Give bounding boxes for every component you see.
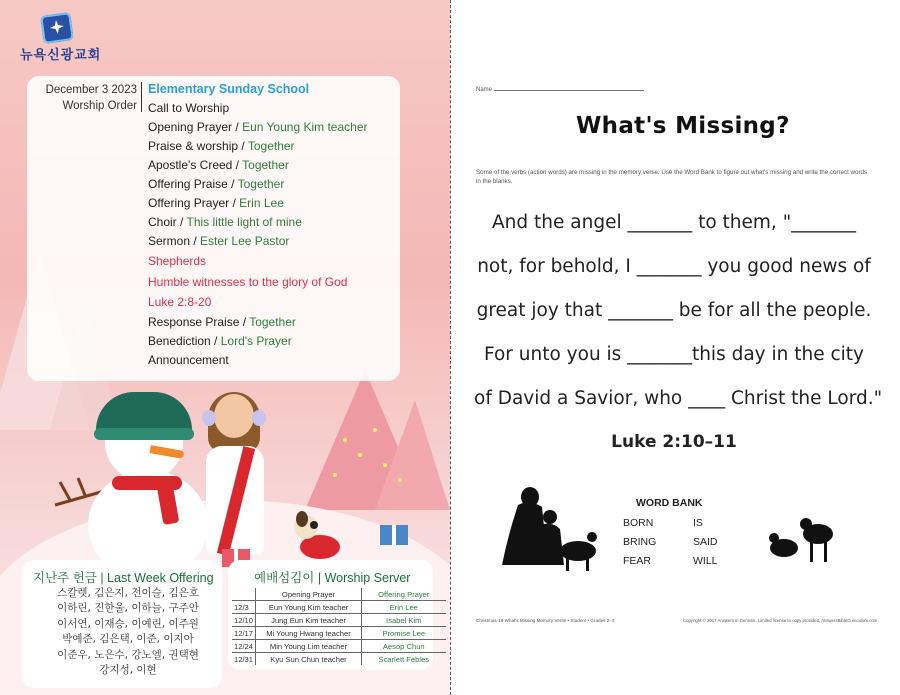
table-cell-date: 12/31 [232,652,256,665]
dog-icon [292,505,352,565]
verse-line: For unto you is _______this day in the city [483,344,865,365]
order-item [148,118,368,137]
table-cell-offering: Aesop Chun [362,640,446,653]
sermon-scripture: Luke 2:8-20 [148,295,212,309]
table-cell-offering: Erin Lee [362,601,446,614]
order-item-separator: / [232,120,243,134]
order-item-separator: / [238,139,248,153]
sheep-silhouette-icon [768,512,853,567]
table-row [232,652,446,665]
table-cell-opening: Min Young Lim teacher [256,640,362,653]
order-item-name: Response Praise [148,314,240,329]
table-row [232,640,446,653]
verse-line: not, for behold, I _______ you good news of [477,256,871,277]
order-item [148,194,368,213]
table-cell-opening: Jung Eun Kim teacher [256,614,362,627]
footer-right: Copyright © 2017 Answers in Genesis. Limited license to copy provided. AnswersBibleCurriculum.com [683,618,878,623]
name-field[interactable] [476,87,644,93]
verse-reference: Luke 2:10–11 [611,432,737,452]
order-item-name: Benediction [148,333,211,348]
order-item-separator: / [176,215,187,229]
word-bank-word: IS [693,517,703,529]
order-item [148,332,368,351]
table-cell-date: 12/24 [232,640,256,653]
order-item [148,175,368,194]
verse-line: great joy that _______ be for all the people. [476,300,872,321]
order-item [148,137,368,156]
table-cell-date: 12/3 [232,601,256,614]
nativity-silhouette-icon [500,485,600,575]
word-bank-word: BRING [623,536,657,548]
table-header-cell: Offering Prayer [378,589,430,599]
order-item-name: Offering Prayer [148,196,230,210]
table-header-cell [232,588,256,601]
offering-name-line: 이서연, 이재승, 이예린, 이주원 [57,617,199,630]
order-item-name: Announcement [148,352,229,367]
order-item [148,156,368,175]
service-date-block [42,82,137,114]
order-item-detail: Lord's Prayer [220,333,292,348]
offering-name-line: 강지성, 이현 [99,664,157,677]
order-item-detail: Ester Lee Pastor [200,234,290,248]
school-name: Elementary Sunday School [148,82,310,96]
verse-line: of David a Savior, who ____ Christ the Lord." [474,388,883,409]
order-item-detail: Together [242,158,289,172]
offering-names [30,586,226,678]
order-item-detail: This little light of mine [186,215,302,229]
order-item-separator: / [239,314,250,329]
order-item-detail: Together [237,177,285,191]
order-item [148,351,368,370]
word-bank-word: FEAR [623,555,652,567]
divider [141,82,142,112]
sermon-title: Shepherds [148,254,207,268]
order-item-name: Apostle's Creed [148,158,233,172]
word-bank-word: BORN [623,517,654,529]
offering-name-line: 이하린, 진한울, 이하늘, 구주안 [57,602,199,615]
table-header-row [232,588,446,601]
table-cell-offering: Isabel Kim [362,614,446,627]
table-cell-date: 12/10 [232,614,256,627]
snowman-hat-band [94,428,194,440]
verse-line: And the angel _______ to them, "_______ [492,212,856,233]
order-item-detail: Eun Young Kim teacher [242,120,368,134]
word-bank-title: WORD BANK [636,497,703,509]
table-header-cell: Opening Prayer [256,588,362,601]
order-item [148,232,368,251]
order-item [148,213,368,232]
order-item-separator: / [229,196,240,210]
word-bank-word: WILL [693,555,718,567]
order-item-separator: / [210,333,221,348]
word-bank-right [693,514,718,571]
order-item-detail: Together [249,314,296,329]
order-item-separator: / [227,177,238,191]
order-item-detail: Together [247,139,295,153]
name-label: Name [476,87,493,93]
church-name: 뉴욕신광교회 [20,48,102,63]
table-cell-opening: Mi Young Hwang teacher [256,627,362,640]
order-item [148,313,368,332]
offering-name-line: 박예준, 김은택, 이준, 이지아 [62,633,194,646]
offering-name-line: 이준우, 노은수, 강노엘, 권택현 [57,648,199,661]
worship-server-title: 예배섬김이 | Worship Server [254,571,411,585]
pine-tree-right [305,360,450,520]
table-cell-offering: Promise Lee [362,627,446,640]
word-bank-left [623,514,656,571]
order-item-name: Offering Praise [148,177,228,191]
order-item-name: Sermon [148,234,191,248]
worksheet-instructions: Some of the verbs (action words) are missing in the memory verse. Use the Word Bank to figure out what's missing and write the correct words in the blanks. [476,169,868,185]
order-item-separator: / [232,158,243,172]
worship-order-list [148,80,368,370]
worksheet-title: What's Missing? [576,113,790,139]
sermon-subtitle: Humble witnesses to the glory of God [148,274,348,289]
table-row [232,614,446,627]
table-cell-date: 12/17 [232,627,256,640]
table-cell-opening: Kyu Sun Chun teacher [256,652,362,665]
order-item [148,99,368,118]
table-cell-offering: Scarlett Febles [362,652,446,665]
gift-box-icon [380,520,410,545]
order-item-name: Praise & worship [148,139,239,153]
word-bank-word: SAID [693,536,718,548]
footer-left: Christmas-18 What's Missing Memory Verse • Student • Grades 2–3 [476,618,615,623]
worship-order-label: Worship Order [62,100,137,112]
name-blank[interactable] [494,90,644,91]
order-item-name: Call to Worship [148,101,230,115]
church-logo [20,14,110,64]
order-item-name: Opening Prayer [148,120,233,134]
order-item-name: Choir [148,215,177,229]
order-item-detail: Erin Lee [239,196,284,210]
table-cell-opening: Eun Young Kim teacher [256,601,362,614]
service-date: December 3 2023 [45,84,137,96]
table-row [232,601,446,614]
star-badge-icon [40,12,74,44]
offering-name-line: 스칼렛, 김은지, 전이슬, 김은호 [57,587,199,599]
worship-server-table [232,588,446,665]
order-item-separator: / [190,234,201,248]
jesus-figure-icon [200,392,266,562]
offering-title: 지난주 헌금 | Last Week Offering [33,571,214,585]
table-row [232,627,446,640]
